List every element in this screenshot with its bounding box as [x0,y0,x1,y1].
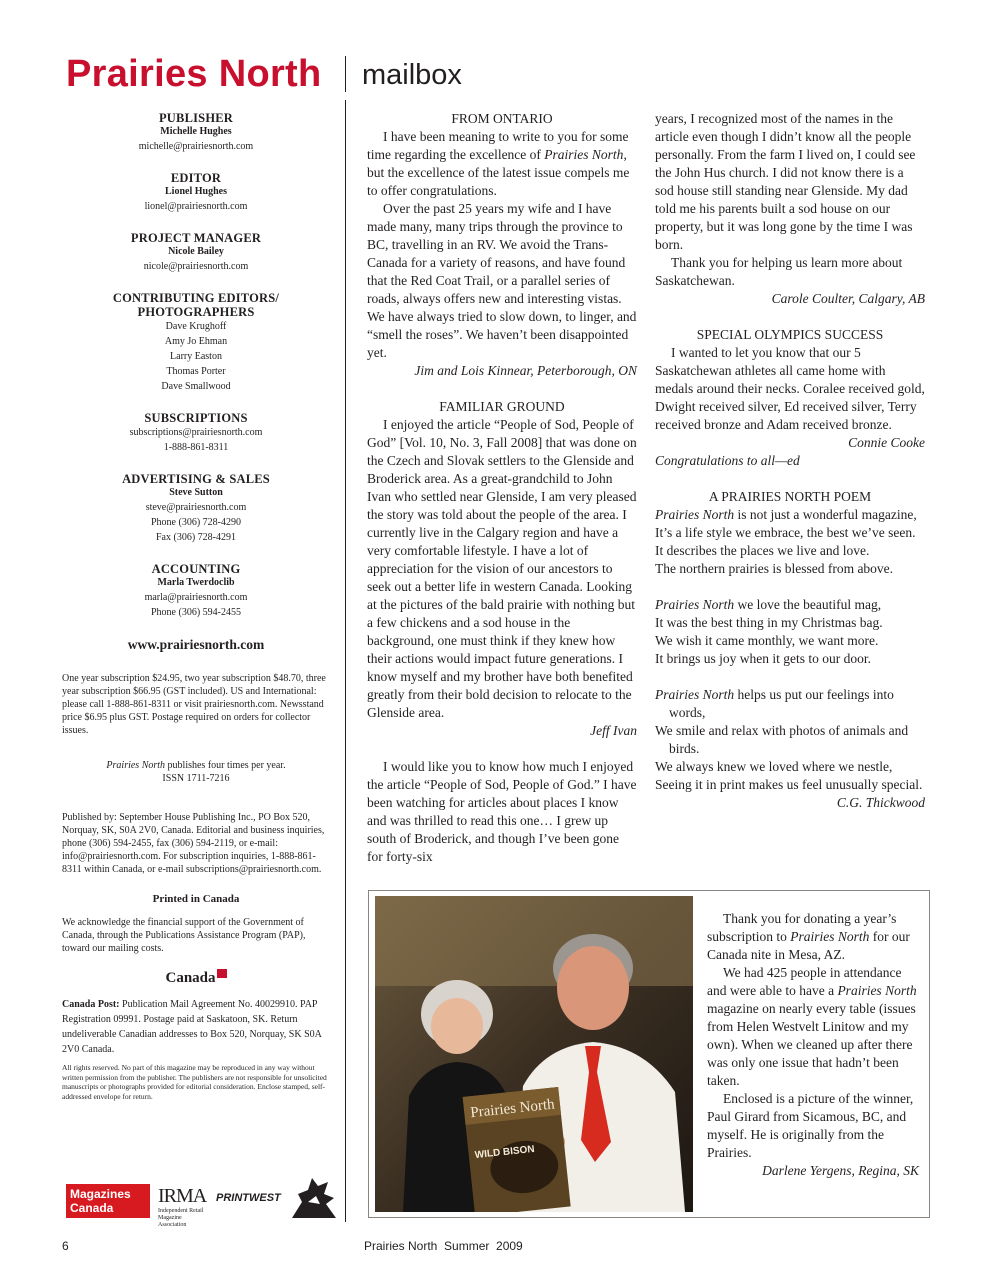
editor-name: Lionel Hughes [165,186,227,197]
canada-post-label: Canada Post: [62,999,120,1010]
letter-paragraph: I wanted to let you know that our 5 Saskatchewan athletes all came home with medals around their necks. Coralee received gold, Dwight received silver, Ed received silver, Terry received bronze and Adam received bronze. [655,345,925,432]
letter-signature: C.G. Thickwood [836,795,925,810]
poem-line: It describes the places we live and love. [655,543,870,558]
publisher-email[interactable]: michelle@prairiesnorth.com [138,141,254,152]
bird-logo-icon [288,1172,340,1222]
letter-paragraph [707,964,919,1090]
spacer [655,308,925,326]
subscriptions-title: SUBSCRIPTIONS [144,411,248,425]
publisher-title: PUBLISHER [158,111,234,125]
advertising-fax: Fax (306) 728-4291 [156,532,236,543]
photo-letter-text [707,910,919,1180]
frequency-note [62,759,330,772]
project-manager-email[interactable]: nicole@prairiesnorth.com [143,261,249,272]
printwest-logo: PRINTWEST [216,1192,281,1204]
letter-text: , but the excellence of the latest issue compels me to offer congratulations. [367,147,630,198]
accounting-email[interactable]: marla@prairiesnorth.com [144,592,248,603]
letter-signature: Darlene Yergens, Regina, SK [762,1163,919,1178]
canada-post [62,997,330,1057]
subscriptions-email[interactable]: subscriptions@prairiesnorth.com [129,427,263,438]
contributor-name: Dave Smallwood [161,381,231,392]
association-logos [66,1172,344,1228]
letter-text: Thank you for donating a year’s subscription to [707,911,897,944]
letter-heading: FAMILIAR GROUND [439,399,565,414]
letter-paragraph: Enclosed is a picture of the winner, Paul Girard from Sicamous, BC, and myself. He is originally from the Prairies. [707,1091,914,1160]
letter-text: for our Canada nite in Mesa, AZ. [707,929,910,962]
spacer [655,668,925,686]
letter-signature: Connie Cooke [848,435,925,450]
section-title: mailbox [362,59,462,91]
poem-line: We smile and relax with photos of animals and birds. [655,723,909,756]
published-by: Published by: September House Publishing Inc., PO Box 520, Norquay, SK, S0A 2V0, Canada. Editorial and business inquiries, phone (306) 594-2455, fax (306) 594-2119, or e-mail: info@prairiesnorth.com. For subscription inquiries, 1-888-861-8311 within Canada, or e-mail subscriptions@prairiesnorth.com. [62,812,325,875]
poem-line: It’s a life style we embrace, the best we’ve seen. [655,525,916,540]
column-rule [345,100,346,1222]
poem-line [655,596,925,614]
subscriptions-phone: 1-888-861-8311 [163,442,229,453]
page-number: 6 [62,1239,69,1253]
editor-email[interactable]: lionel@prairiesnorth.com [144,201,248,212]
editor-block [62,171,330,214]
canada-flag-icon [217,969,227,978]
spacer [655,578,925,596]
frequency-rest: publishes four times per year. [165,760,286,771]
spacer [655,470,925,488]
editor-reply: Congratulations to all—ed [655,453,800,468]
frequency-magazine-title: Prairies North [106,760,166,771]
canada-post-text: Publication Mail Agreement No. 40029910. PAP Registration 09991. Postage paid at Saskatoon, SK. Return undeliverable Canadian addresses to Box 520, Norquay, SK S0A 2V0 Canada. [62,999,322,1055]
website-link[interactable]: www.prairiesnorth.com [127,637,265,652]
contributors-title-1: CONTRIBUTING EDITORS/ [112,291,280,305]
irma-logo-subtitle: Independent Retail Magazine Association [158,1208,204,1228]
advertising-block [62,472,330,545]
project-manager-block [62,231,330,274]
letter-text: I have been meaning to write to you for some time regarding the excellence of [367,129,629,162]
letter-paragraph: I would like you to know how much I enjoyed the article “People of Sod, People of God.” I have been watching for articles about places I know and was thrilled to read this one… I grew up south of Broderick, and though I’ve been gone for forty-six [367,759,637,864]
letter-paragraph [367,128,637,200]
letter-heading: FROM ONTARIO [451,111,553,126]
photo-magazine-title: Prairies North [469,1096,556,1122]
accounting-phone: Phone (306) 594-2455 [151,607,241,618]
poem-line [655,506,925,524]
header-divider [345,56,346,92]
accounting-name: Marla Twerdoclib [157,577,235,588]
photo-winner-with-magazine [375,896,693,1212]
canada-wordmark-text: Canada [165,970,216,986]
letter-paragraph-continued: years, I recognized most of the names in the article even though I didn’t know all the people personally. From the farm I lived on, I could see the John Hus church. I did not know there is a sod house still standing near Glenside. My dad told me his parents built a sod house on our property, but it was long gone by the time I was born. [655,111,916,252]
irma-logo [158,1184,208,1228]
magazine-title: Prairies North [790,929,870,944]
letter-signature: Jim and Lois Kinnear, Peterborough, ON [414,363,637,378]
magazines-canada-logo-line-2: Canada [70,1201,114,1215]
advertising-title: ADVERTISING & SALES [122,472,270,486]
accounting-block [62,562,330,620]
poem-line: Seeing it in print makes us feel unusually special. [655,777,923,792]
contributors-block [62,291,330,394]
poem-text: helps us put our feelings into words, [669,687,894,720]
contributor-name: Thomas Porter [166,366,226,377]
letters-column-2 [655,110,925,812]
publisher-block [62,111,330,154]
issn: ISSN 1711-7216 [162,773,230,784]
editor-title: EDITOR [170,171,222,185]
spacer [367,380,637,398]
running-footer: Prairies North Summer 2009 [364,1239,523,1253]
canada-wordmark [62,969,330,987]
magazines-canada-logo-line-1: Magazines [70,1187,131,1201]
magazine-title: Prairies North [655,597,735,612]
irma-logo-text: IRMA [158,1185,207,1207]
contributors-title-2: PHOTOGRAPHERS [137,305,255,319]
magazine-title: Prairies North [837,983,917,998]
advertising-email[interactable]: steve@prairiesnorth.com [145,502,247,513]
letter-text: magazine on nearly every table (issues from Helen Westvelt Linitow and my own). When we cleaned up after there was only one issue that hadn’t been taken. [707,1001,916,1088]
publisher-name: Michelle Hughes [160,126,232,137]
poem-line: We wish it came monthly, we want more. [655,633,879,648]
magazine-title: Prairies North [544,147,624,162]
project-manager-title: PROJECT MANAGER [130,231,262,245]
letter-signature: Carole Coulter, Calgary, AB [771,291,925,306]
advertising-phone: Phone (306) 728-4290 [151,517,241,528]
acknowledgement: We acknowledge the financial support of the Government of Canada, through the Publications Assistance Program (PAP), toward our mailing costs. [62,917,306,954]
letter-paragraph [707,910,919,964]
advertising-name: Steve Sutton [169,487,223,498]
subscriptions-block [62,411,330,455]
magazine-logo: Prairies North [66,53,322,95]
magazine-title: Prairies North [655,687,735,702]
poem-line: It brings us joy when it gets to our door. [655,651,871,666]
letter-paragraph: Over the past 25 years my wife and I have made many, many trips through the province to BC, travelling in an RV. We avoid the Trans-Canada for a variety of reasons, and have found that the Red Coat Trail, or a parallel series of roads, always offers new and interesting vistas. We have always tried to slow down, to linger, and “smell the roses”. We haven’t been disappointed yet. [367,201,637,360]
rights-notice: All rights reserved. No part of this magazine may be reproduced in any way without written permission from the publisher. The publishers are not responsible for unsolicited manuscripts or photographs provided for editorial consideration. Enclose stamped, self-addressed envelope for return. [62,1063,327,1101]
magazines-canada-logo [66,1184,150,1218]
letter-heading: A PRAIRIES NORTH POEM [708,489,872,504]
spacer [367,740,637,758]
accounting-title: ACCOUNTING [151,562,241,576]
contributor-name: Larry Easton [170,351,222,362]
masthead [62,111,330,1101]
letter-text: We had 425 people in attendance and were able to have a [707,965,902,998]
letter-paragraph: I enjoyed the article “People of Sod, People of God” [Vol. 10, No. 3, Fall 2008] that was done on the Czech and Slovak settlers to the Glenside and Broderick area. As a great-grandchild to John Ivan who settled near Glenside, I am very pleased the story was told about the people of the area. I currently live in the Calgary region and have a very comfortable lifestyle. I have a lot of appreciation for the vision of our ancestors to seek out a better life in western Canada. Looking at the pictures of the bald prairie with nothing but a few chickens and a sod house in the background, one must think if they knew how their actions would impact future generations. I know myself and my brother have both benefited greatly from their bold decision to relocate to the Glenside area. [367,417,637,720]
poem-line: It was the best thing in my Christmas bag. [655,615,883,630]
letter-heading: SPECIAL OLYMPICS SUCCESS [696,327,884,342]
magazine-title: Prairies North [655,507,735,522]
contributor-name: Dave Krughoff [165,321,227,332]
photo-magazine-cover-line: WILD BISON [474,1143,536,1162]
letter-signature: Jeff Ivan [590,723,637,738]
poem-line: The northern prairies is blessed from above. [655,561,894,576]
poem-line: We always knew we loved where we nestle, [655,759,893,774]
subscription-info: One year subscription $24.95, two year subscription $48.70, three year subscription $66.95 (GST included). US and International: please call 1-888-861-8311 or visit prairiesnorth.com. Newsstand price $6.95 plus GST. Postage required on orders for collector issues. [62,673,326,736]
letters-column-1 [367,110,637,866]
poem-line [655,686,925,722]
printed-in-canada: Printed in Canada [152,893,240,905]
letter-paragraph: Thank you for helping us learn more about Saskatchewan. [655,255,903,288]
project-manager-name: Nicole Bailey [168,246,224,257]
contributor-name: Amy Jo Ehman [164,336,228,347]
poem-text: is not just a wonderful magazine, [734,507,917,522]
poem-text: we love the beautiful mag, [734,597,882,612]
